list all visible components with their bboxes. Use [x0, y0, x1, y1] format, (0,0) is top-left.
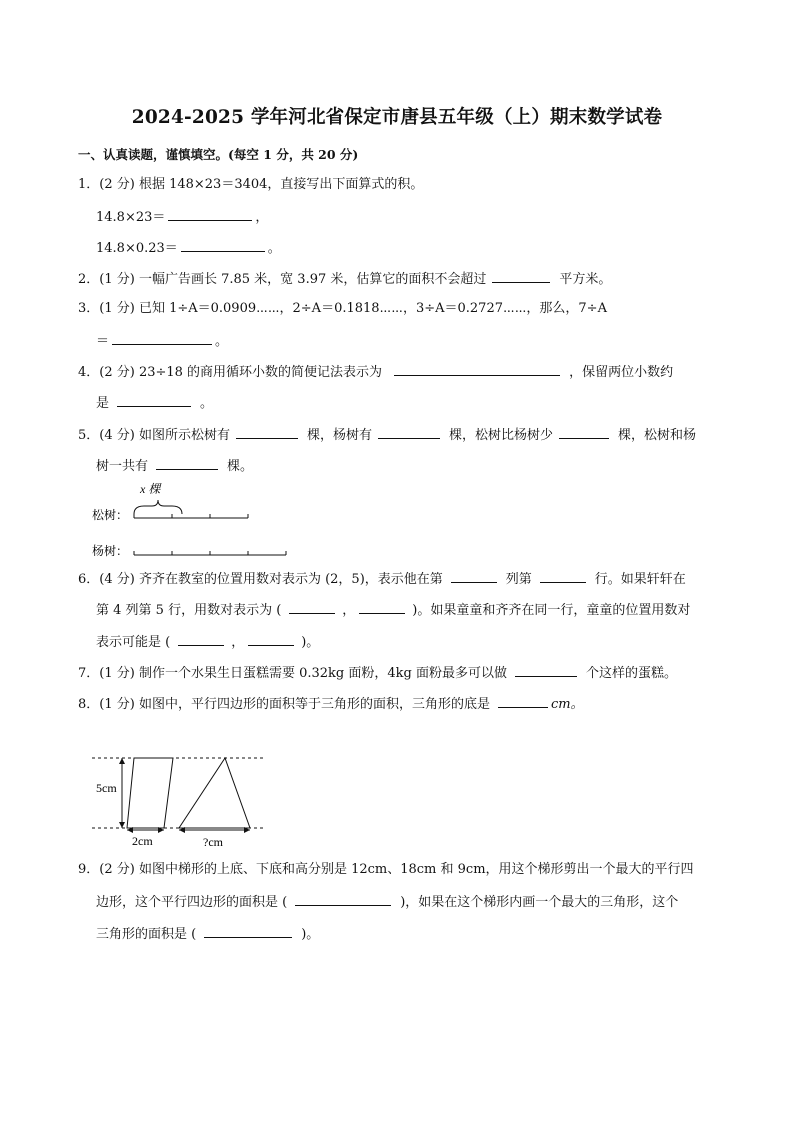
answer-blank[interactable] — [359, 600, 405, 614]
q5-text-d: 棵，松树和杨 — [617, 428, 696, 443]
question-7 — [78, 663, 677, 683]
answer-blank[interactable] — [289, 600, 335, 614]
answer-blank[interactable] — [204, 924, 292, 938]
pine-label: 松树： — [92, 508, 129, 522]
answer-blank[interactable] — [156, 456, 218, 470]
question-6-line-2 — [96, 600, 690, 620]
question-6-line-3 — [96, 632, 319, 652]
answer-blank[interactable] — [248, 632, 294, 646]
q4-text-2: ，保留两位小数约 — [569, 365, 674, 380]
punct: 。 — [215, 334, 229, 349]
question-8 — [78, 694, 584, 714]
answer-blank[interactable] — [295, 892, 391, 906]
answer-blank[interactable] — [112, 331, 212, 345]
question-9-line-3 — [96, 924, 319, 944]
punct: 。 — [200, 396, 214, 411]
punct: )。 — [301, 927, 320, 942]
q4-text-3: 是 — [96, 396, 110, 411]
q9-text-c: 三角形的面积是 ( — [96, 927, 197, 942]
punct: ， — [255, 210, 269, 225]
q6-text-b: 列第 — [505, 572, 532, 587]
question-1-stem: 1．(2 分) 根据 148×23＝3404，直接写出下面算式的积。 — [78, 177, 424, 192]
figure-tree-bars — [92, 478, 292, 558]
answer-blank[interactable] — [236, 425, 298, 439]
q5-text-b: 棵，杨树有 — [306, 428, 372, 443]
parallelogram — [127, 758, 173, 828]
answer-blank[interactable] — [540, 569, 586, 583]
question-9-line-2 — [96, 892, 678, 912]
q1-expr-2: 14.8×0.23＝ — [96, 241, 178, 256]
brace-icon — [134, 500, 182, 514]
height-label: 5cm — [96, 781, 117, 795]
q6-text-c: 行。如果轩轩在 — [594, 572, 686, 587]
q7-text-end: 个这样的蛋糕。 — [585, 666, 677, 681]
question-1-line-2 — [96, 238, 281, 258]
q5-text-e: 树一共有 — [96, 459, 149, 474]
q1-expr-1: 14.8×23＝ — [96, 210, 166, 225]
q6-text-f: 表示可能是 ( — [96, 635, 171, 650]
answer-blank[interactable] — [451, 569, 497, 583]
q9-text-a: 边形，这个平行四边形的面积是 ( — [96, 895, 288, 910]
question-1-line-1 — [96, 207, 268, 227]
question-9-line-1: 9．(2 分) 如图中梯形的上底、下底和高分别是 12cm、18cm 和 9cm，用这个梯形剪出一个最大的平行四 — [78, 862, 694, 877]
arrow-head-down-icon — [119, 822, 125, 828]
answer-blank[interactable] — [559, 425, 609, 439]
page-title: 2024-2025 学年河北省保定市唐县五年级（上）期末数学试卷 — [131, 107, 663, 128]
arrow-head-up-icon — [119, 758, 125, 764]
punct: ， — [231, 635, 245, 650]
question-6-line-1 — [78, 569, 686, 589]
tree-bar-diagram — [92, 478, 292, 558]
poplar-label: 杨树： — [92, 544, 129, 558]
section-heading: 一、认真读题，谨慎填空。(每空 1 分，共 20 分) — [78, 147, 359, 162]
q6-text-e: )。如果童童和齐齐在同一行，童童的位置用数对 — [412, 603, 691, 618]
punct: ， — [342, 603, 356, 618]
q6-text-a: 6．(4 分) 齐齐在教室的位置用数对表示为 (2，5)，表示他在第 — [78, 572, 443, 587]
question-5-line-2 — [96, 456, 253, 476]
q7-text: 7．(1 分) 制作一个水果生日蛋糕需要 0.32kg 面粉，4kg 面粉最多可以做 — [78, 666, 507, 681]
question-4-line-1 — [78, 362, 673, 382]
answer-blank[interactable] — [117, 393, 191, 407]
question-5-line-1 — [78, 425, 696, 445]
answer-blank[interactable] — [181, 238, 265, 252]
answer-blank[interactable] — [168, 207, 252, 221]
q3-eq: ＝ — [96, 334, 110, 349]
q4-text: 4．(2 分) 23÷18 的商用循环小数的简便记法表示为 — [78, 365, 383, 380]
answer-blank[interactable] — [515, 663, 577, 677]
parallelogram-triangle-diagram — [92, 745, 272, 855]
punct: )。 — [301, 635, 320, 650]
q5-text-c: 棵，松树比杨树少 — [448, 428, 553, 443]
punct: 。 — [267, 241, 281, 256]
q8-unit: cm。 — [550, 697, 584, 712]
answer-blank[interactable] — [498, 694, 548, 708]
triangle — [179, 758, 250, 828]
q5-text-f: 棵。 — [227, 459, 254, 474]
question-2 — [78, 269, 611, 289]
q6-text-d: 第 4 列第 5 行，用数对表示为 ( — [96, 603, 282, 618]
question-3-line-2 — [96, 331, 228, 351]
tri-base-label: ?cm — [203, 835, 223, 849]
q5-text-a: 5．(4 分) 如图所示松树有 — [78, 428, 230, 443]
base-label: 2cm — [132, 834, 153, 848]
q8-text: 8．(1 分) 如图中，平行四边形的面积等于三角形的面积，三角形的底是 — [78, 697, 490, 712]
question-4-line-2 — [96, 393, 213, 413]
answer-blank[interactable] — [178, 632, 224, 646]
answer-blank[interactable] — [492, 269, 550, 283]
answer-blank[interactable] — [394, 362, 560, 376]
answer-blank[interactable] — [378, 425, 440, 439]
brace-label: x 棵 — [140, 482, 161, 496]
figure-parallelogram-triangle — [92, 745, 272, 855]
q2-text-end: 平方米。 — [559, 272, 612, 287]
q2-text: 2．(1 分) 一幅广告画长 7.85 米，宽 3.97 米，估算它的面积不会超过 — [78, 272, 487, 287]
q9-text-b: )，如果在这个梯形内画一个最大的三角形，这个 — [400, 895, 679, 910]
question-3-line-1: 3．(1 分) 已知 1÷A＝0.0909⋯⋯，2÷A＝0.1818⋯⋯，3÷A＝0.2727⋯⋯，那么，7÷A — [78, 301, 607, 316]
